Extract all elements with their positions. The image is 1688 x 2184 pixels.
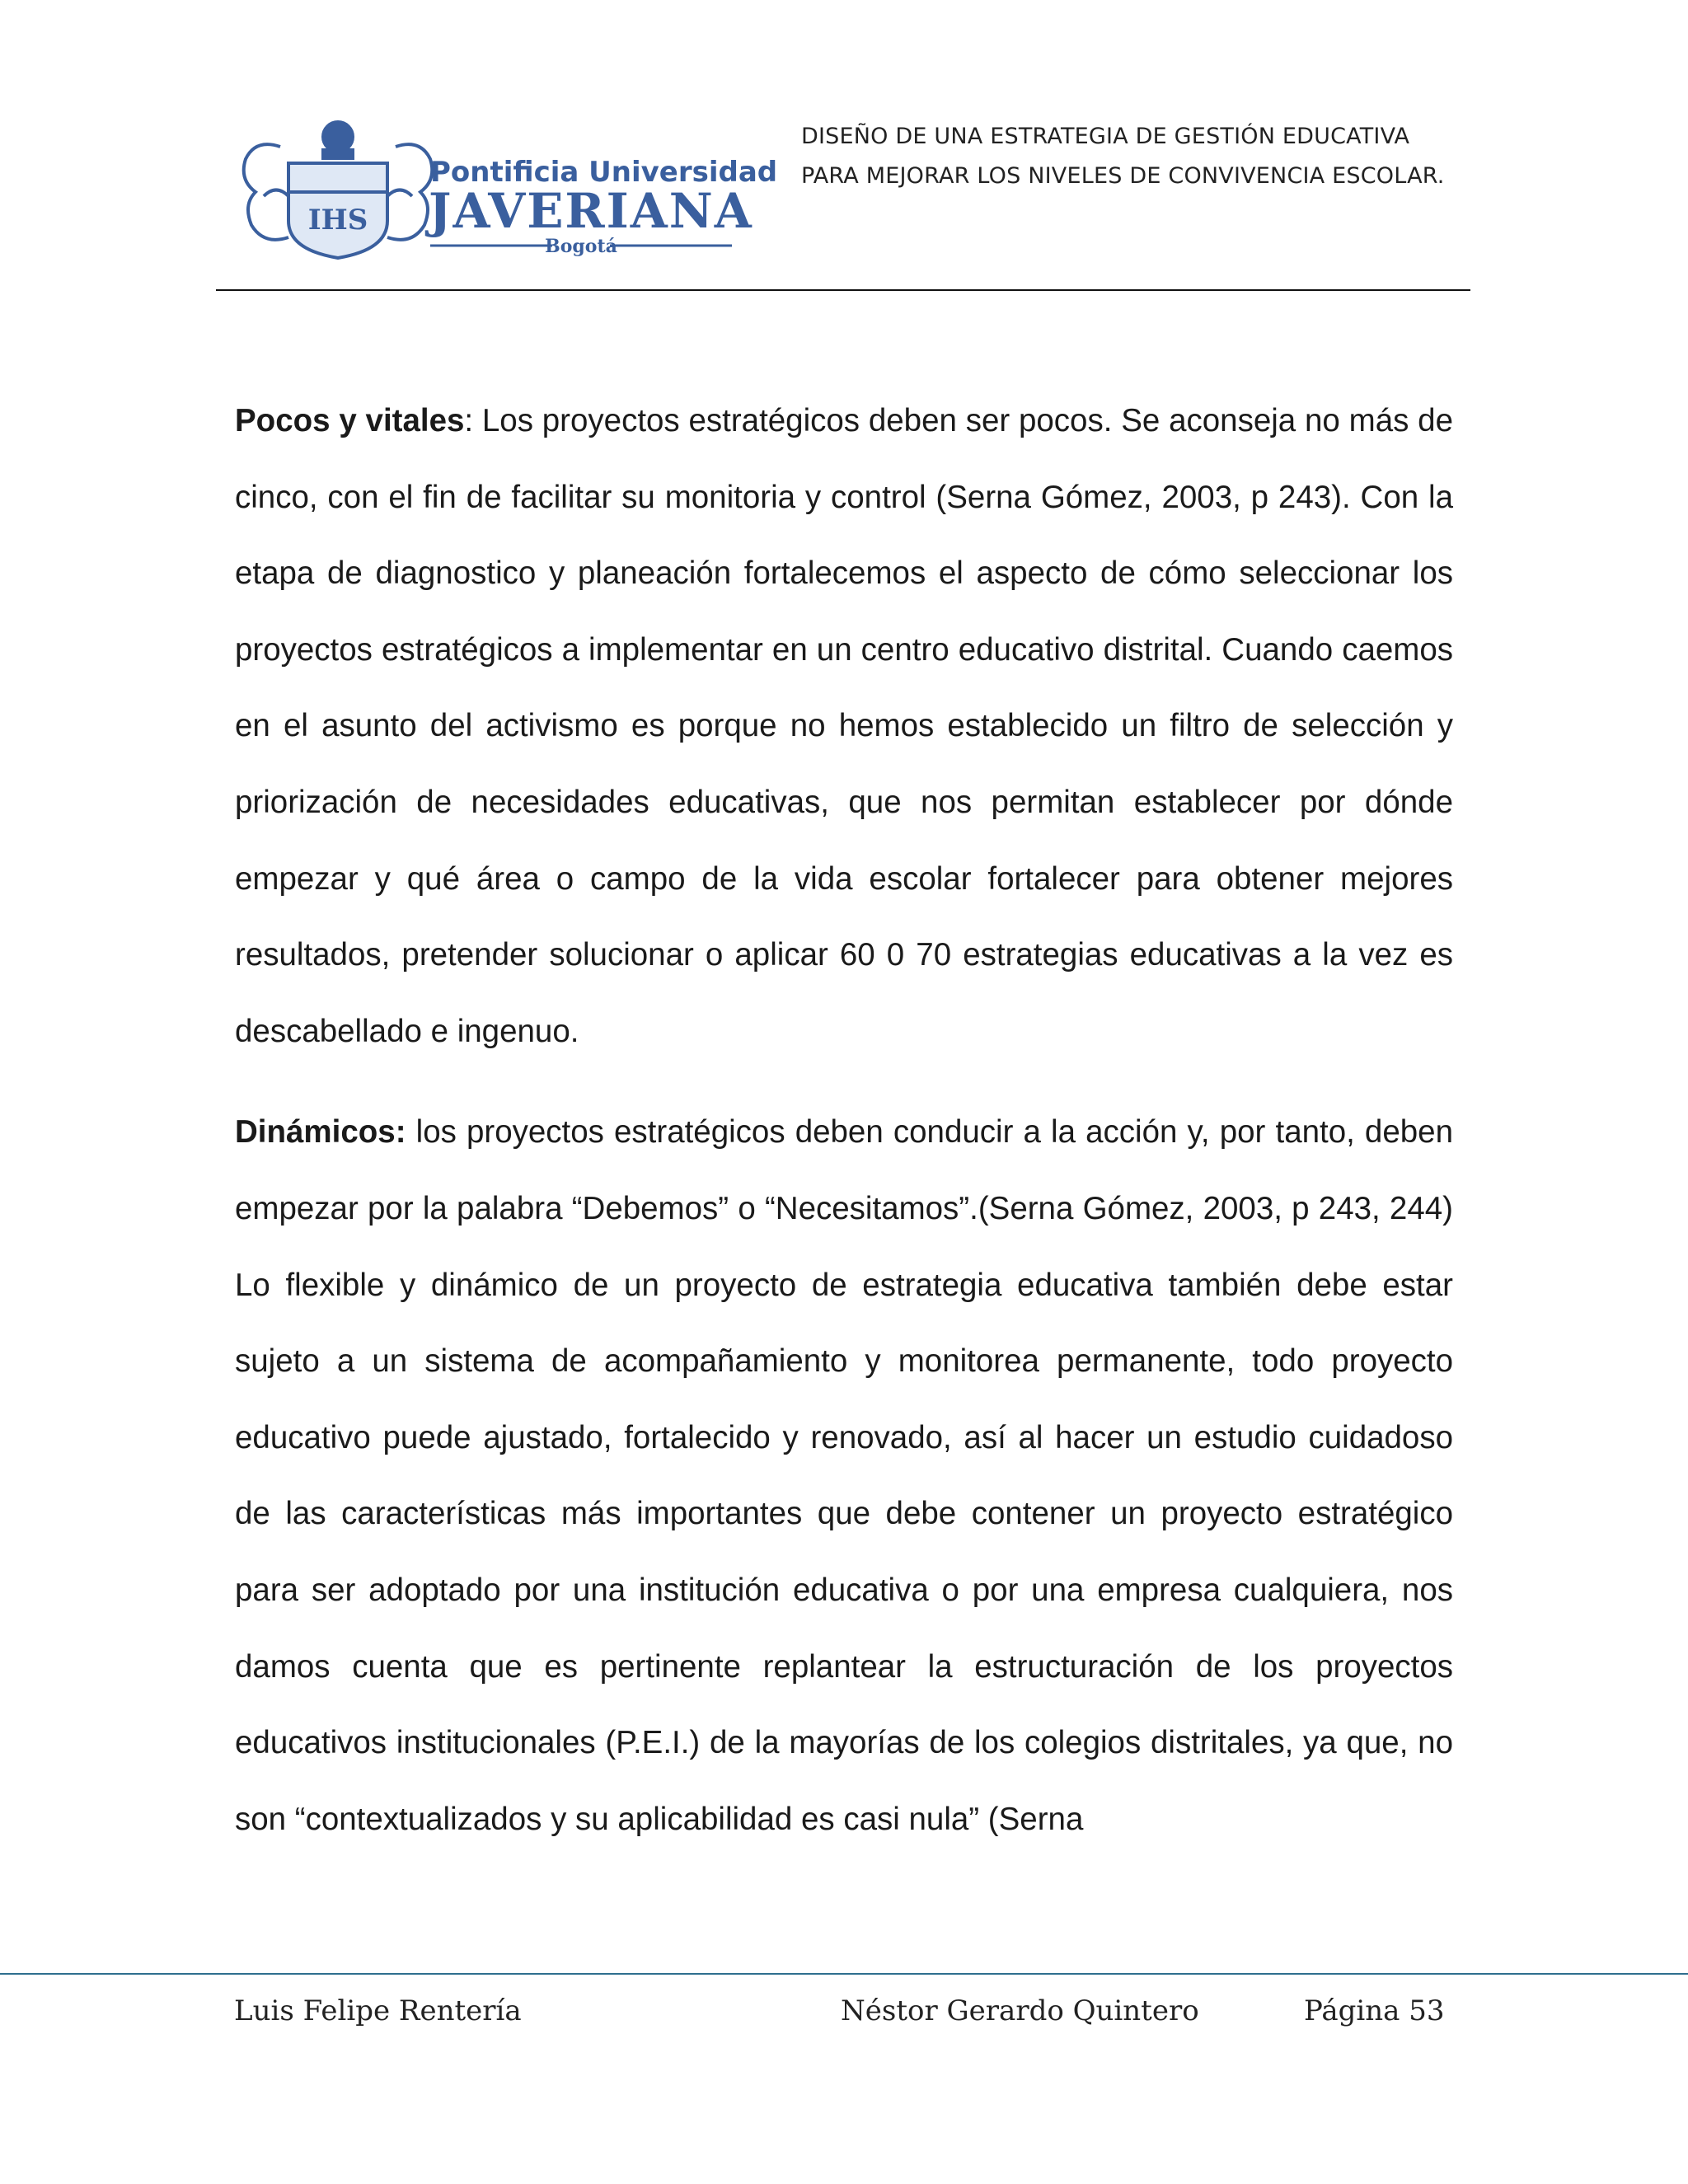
- header-title-line2: PARA MEJORAR LOS NIVELES DE CONVIVENCIA ESCOLAR.: [801, 163, 1445, 189]
- paragraph-text: los proyectos estratégicos deben conducir a la acción y, por tanto, deben empezar por la palabra “Debemos” o “Necesitamos”.(Serna Gómez, 2003, p 243, 244) Lo flexible y dinámico de un proyecto de estrategia educativa también debe estar sujeto a un sistema de acompañamiento y monitorea permanente, todo proyecto educativo puede ajustado, fortalecido y renovado, así al hacer un estudio cuidadoso de las características más importantes que debe contener un proyecto estratégico para ser adoptado por una institución educativa o por una empresa cualquiera, nos damos cuenta que es pertinente replantear la estructuración de los proyectos educativos institucionales (P.E.I.) de la mayorías de los colegios distritales, ya que, no son “contextualizados y su aplicabilidad es casi nula” (Serna: [235, 1114, 1453, 1837]
- document-header-title: [801, 117, 1477, 196]
- footer-author-2: Néstor Gerardo Quintero: [841, 1994, 1199, 2027]
- header-divider: [216, 289, 1470, 291]
- footer-author-1: Luis Felipe Rentería: [234, 1994, 522, 2027]
- coat-of-arms-icon: [244, 122, 433, 258]
- page-body: [235, 383, 1453, 1858]
- paragraph-pocos-y-vitales: [235, 383, 1453, 1070]
- university-logo: [231, 114, 778, 262]
- paragraph-lead: Dinámicos:: [235, 1114, 406, 1151]
- paragraph-dinamicos: [235, 1094, 1453, 1858]
- logo-line3: Bogotá: [545, 236, 617, 257]
- logo-monogram: IHS: [307, 204, 368, 237]
- logo-line1: Pontificia Universidad: [430, 156, 778, 189]
- paragraph-lead: Pocos y vitales: [235, 403, 465, 438]
- footer-divider: [0, 1973, 1688, 1975]
- logo-line2: JAVERIANA: [429, 183, 753, 239]
- paragraph-text: : Los proyectos estratégicos deben ser pocos. Se aconseja no más de cinco, con el fin de facilitar su monitoria y control (Serna Gómez, 2003, p 243). Con la etapa de diagnostico y planeación fortalecemos el aspecto de cómo seleccionar los proyectos estratégicos a implementar en un centro educativo distrital. Cuando caemos en el asunto del activismo es porque no hemos establecido un filtro de selección y priorización de necesidades educativas, que nos permitan establecer por dónde empezar y qué área o campo de la vida escolar fortalecer para obtener mejores resultados, pretender solucionar o aplicar 60 0 70 estrategias educativas a la vez es descabellado e ingenuo.: [235, 403, 1453, 1049]
- page-number: Página 53: [1304, 1994, 1445, 2027]
- header-title-line1: DISEÑO DE UNA ESTRATEGIA DE GESTIÓN EDUCATIVA: [801, 124, 1410, 149]
